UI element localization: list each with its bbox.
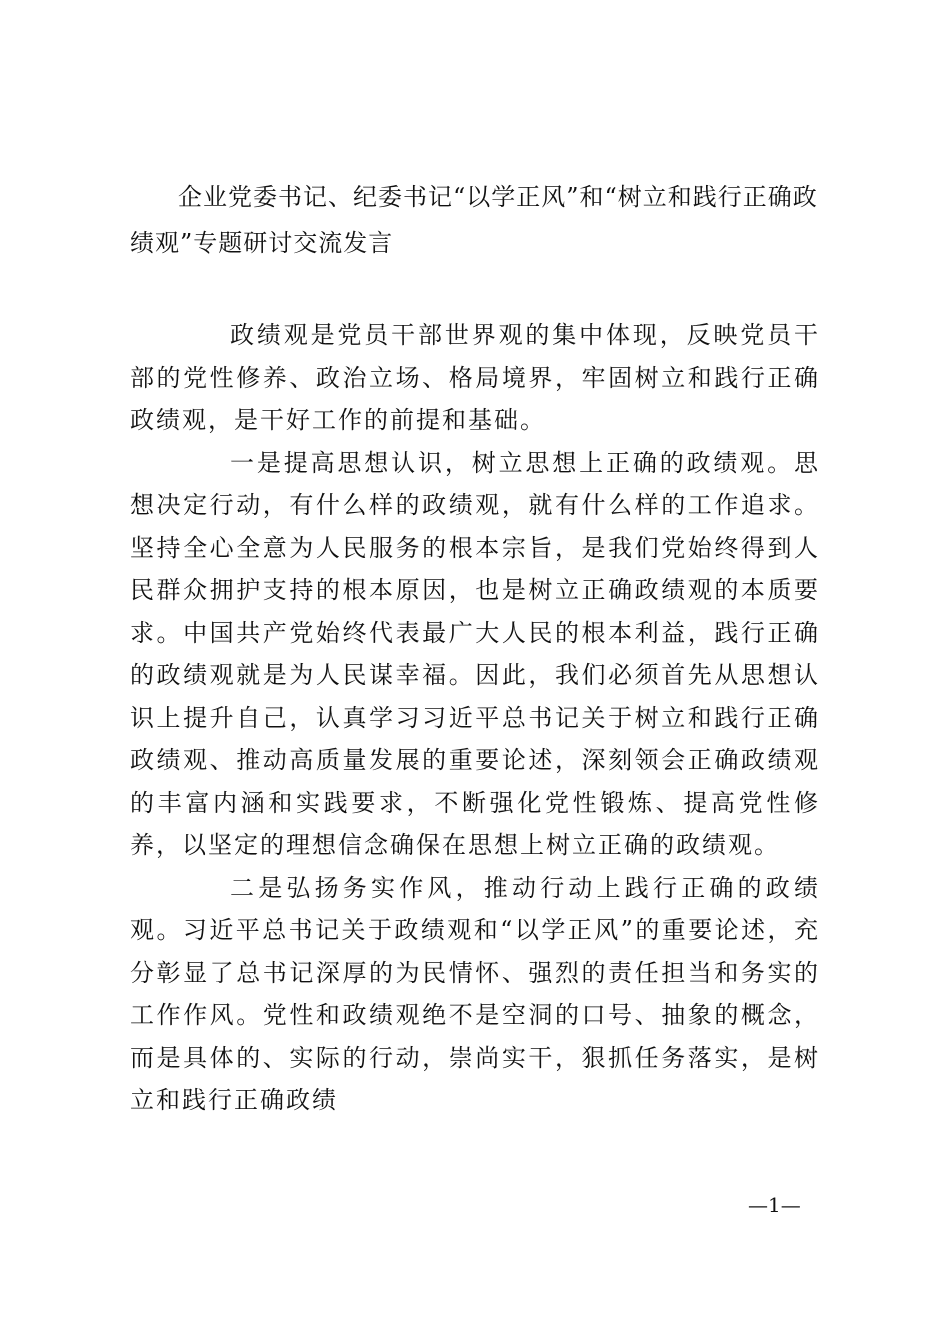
paragraph-point-two: 二是弘扬务实作风，推动行动上践行正确的政绩观。习近平总书记关于政绩观和“以学正风”的重要论述，充分彰显了总书记深厚的为民情怀、强烈的责任担当和务实的工作作风。党性和政绩观绝不是空洞的口号、抽象的概念，而是具体的、实际的行动，崇尚实干，狠抓任务落实，是树立和践行正确政绩 bbox=[130, 873, 820, 1114]
page-number: —1— bbox=[748, 1193, 801, 1217]
paragraph-intro: 政绩观是党员干部世界观的集中体现，反映党员干部的党性修养、政治立场、格局境界，牢固树立和践行正确政绩观，是干好工作的前提和基础。 bbox=[130, 321, 820, 434]
document-body bbox=[130, 314, 820, 1122]
document-title: 企业党委书记、纪委书记“以学正风”和“树立和践行正确政绩观”专题研讨交流发言 bbox=[130, 183, 818, 257]
paragraph-point-one: 一是提高思想认识，树立思想上正确的政绩观。思想决定行动，有什么样的政绩观，就有什么样的工作追求。坚持全心全意为人民服务的根本宗旨，是我们党始终得到人民群众拥护支持的根本原因，也是树立正确政绩观的本质要求。中国共产党始终代表最广大人民的根本利益，践行正确的政绩观就是为人民谋幸福。因此，我们必须首先从思想认识上提升自己，认真学习习近平总书记关于树立和践行正确政绩观、推动高质量发展的重要论述，深刻领会正确政绩观的丰富内涵和实践要求，不断强化党性锻炼、提高党性修养，以坚定的理想信念确保在思想上树立正确的政绩观。 bbox=[130, 448, 820, 859]
